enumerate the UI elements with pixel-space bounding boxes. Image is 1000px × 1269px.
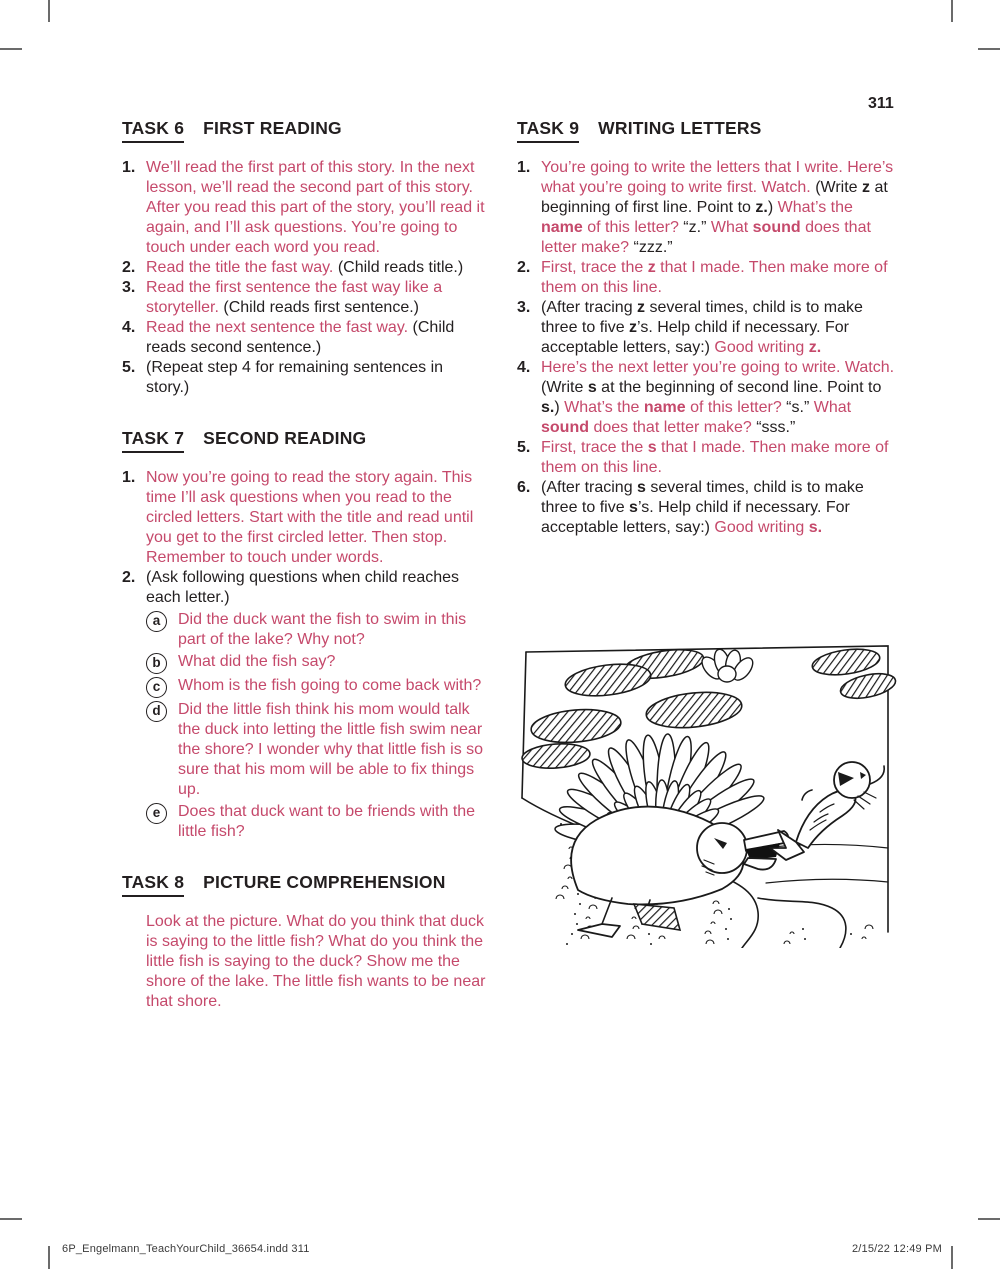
lettered-question <box>146 676 488 698</box>
text-segment: sound <box>541 419 589 436</box>
lettered-question <box>146 652 488 674</box>
item-text <box>146 358 488 398</box>
text-segment: Here’s the next letter you’re going to write. Watch. <box>541 359 895 376</box>
text-segment: (Ask following questions when child reaches each letter.) <box>146 569 460 606</box>
task-heading <box>122 118 488 143</box>
pebble <box>568 877 572 879</box>
text-segment: (Repeat step 4 for remaining sentences in story.) <box>146 359 444 396</box>
lake-border-left <box>522 652 526 798</box>
item-text <box>146 278 488 318</box>
text-segment: z <box>637 299 646 316</box>
item-text <box>146 568 488 608</box>
task-label: TASK 8 <box>122 872 184 897</box>
text-segment: several times, child is to make three to five <box>541 299 863 336</box>
numbered-item <box>122 568 488 608</box>
text-segment: “s.” <box>786 399 814 416</box>
text-segment: You’re going to write the letters that I write. Here’s what you’re going to write first. Watch. <box>541 159 894 196</box>
pebble <box>711 922 715 924</box>
task-title: WRITING LETTERS <box>598 118 762 138</box>
pebble <box>562 886 568 889</box>
text-segment: z <box>629 319 638 336</box>
pebble-dot <box>730 918 732 920</box>
duck-fish-drawing <box>516 636 906 948</box>
pebble <box>556 895 564 899</box>
pebble <box>865 925 873 929</box>
text-segment: Now you’re going to read the story again. This time I’ll ask questions when you read to the circled letters. Start with the title and read until you get to the first circled letter. Then stop. Remember to touch under words. <box>146 469 474 566</box>
item-number: 1. <box>517 159 531 176</box>
task-heading <box>517 118 897 143</box>
text-segment: s <box>587 379 597 396</box>
text-segment: that I made. Then make more of them on this line. <box>541 259 888 296</box>
text-segment: (Write <box>541 379 588 396</box>
numbered-item <box>517 298 897 358</box>
footer-filename: 6P_Engelmann_TeachYourChild_36654.indd 311 <box>62 1243 310 1255</box>
text-segment: Good writing <box>714 339 809 356</box>
text-segment: What <box>710 219 753 236</box>
text-segment: (Child reads first sentence.) <box>223 299 419 316</box>
circled-letter: e <box>146 803 167 824</box>
pebble-dot <box>728 908 730 910</box>
question-text <box>178 676 488 696</box>
crop-mark <box>0 48 22 50</box>
numbered-item <box>517 258 897 298</box>
task-heading <box>122 872 488 897</box>
footer-timestamp: 2/15/22 12:49 PM <box>851 1243 942 1255</box>
pebble <box>862 937 866 939</box>
text-segment: s. <box>541 399 555 416</box>
lettered-question <box>146 610 488 650</box>
item-number: 1. <box>122 469 136 486</box>
lettered-question <box>146 700 488 800</box>
item-text <box>541 298 897 358</box>
text-segment: at the beginning of second line. Point to <box>596 379 882 396</box>
task-label: TASK 9 <box>517 118 579 143</box>
text-segment: (Child reads title.) <box>337 259 464 276</box>
text-segment: Read the next sentence the fast way. <box>146 319 413 336</box>
pebble-dot <box>571 933 573 935</box>
pebble <box>589 905 597 909</box>
text-segment: s <box>637 479 646 496</box>
text-segment: First, trace the <box>541 439 648 456</box>
item-number: 2. <box>122 569 136 586</box>
water-lily-flower <box>698 648 756 684</box>
pebble-dot <box>579 903 581 905</box>
circled-letter: d <box>146 701 167 722</box>
pebble <box>713 901 719 904</box>
pebble-dot <box>574 913 576 915</box>
pebble-dot <box>648 933 650 935</box>
numbered-item <box>122 258 488 278</box>
text-segment: s <box>629 499 638 516</box>
text-segment: ) <box>554 399 565 416</box>
circled-letter: c <box>146 677 167 698</box>
text-segment: that I made. Then make more of them on this line. <box>541 439 889 476</box>
pebble-dot <box>576 923 578 925</box>
task-heading <box>122 428 488 453</box>
right-column <box>517 118 897 568</box>
text-segment: name <box>643 399 686 416</box>
item-number: 1. <box>122 159 136 176</box>
question-text <box>178 700 488 800</box>
item-number: 3. <box>122 279 136 296</box>
text-segment: We’ll read the first part of this story. In the next lesson, we’ll read the second part of this story. After you read this part of the story, you’ll read it again, and I’ll ask questions. You’re going to touch under each word you read. <box>146 159 485 256</box>
item-number: 2. <box>517 259 531 276</box>
item-text <box>146 258 488 278</box>
item-number: 6. <box>517 479 531 496</box>
item-text <box>146 468 488 568</box>
task-block <box>517 118 897 538</box>
question-text <box>178 802 488 842</box>
numbered-item <box>122 278 488 318</box>
numbered-item <box>122 158 488 258</box>
text-segment: Whom is the fish going to come back with? <box>178 677 482 694</box>
text-segment: of this letter? <box>582 219 684 236</box>
task-paragraph <box>146 912 488 1012</box>
text-segment: z <box>647 259 656 276</box>
text-segment: ) <box>767 199 778 216</box>
illustration <box>516 636 906 948</box>
pebble <box>705 931 711 934</box>
crop-mark <box>951 1246 953 1269</box>
item-number: 2. <box>122 259 136 276</box>
numbered-item <box>517 358 897 438</box>
item-text <box>541 478 897 538</box>
duck <box>554 734 788 937</box>
circled-letter: a <box>146 611 167 632</box>
pebble <box>659 936 665 939</box>
text-segment: of this letter? <box>685 399 787 416</box>
text-segment: does that letter make? <box>541 219 871 256</box>
duck-head <box>697 823 747 873</box>
task-block <box>122 118 488 398</box>
item-number: 5. <box>122 359 136 376</box>
item-text <box>541 258 897 298</box>
numbered-item <box>517 158 897 258</box>
task-block <box>122 872 488 1012</box>
pebble-dot <box>577 893 579 895</box>
crop-mark <box>48 1246 50 1269</box>
text-segment: does that letter make? <box>589 419 757 436</box>
pebble-dot <box>804 938 806 940</box>
duck-foot-shadow <box>634 904 680 930</box>
circled-letter: b <box>146 653 167 674</box>
lettered-question <box>146 802 488 842</box>
item-text <box>541 438 897 478</box>
text-segment: Read the title the fast way. <box>146 259 338 276</box>
crop-mark <box>48 0 50 22</box>
text-segment: What <box>813 399 852 416</box>
pebble <box>633 926 639 929</box>
water-inlet <box>758 898 846 948</box>
crop-mark <box>0 1218 22 1220</box>
pebble <box>790 932 794 934</box>
pebble-dot <box>850 933 852 935</box>
pebble-dot <box>802 928 804 930</box>
text-segment: s <box>647 439 657 456</box>
water-line <box>766 879 888 883</box>
text-segment: Read the first sentence the fast way like a storyteller. <box>146 279 443 316</box>
pebble <box>627 935 635 939</box>
text-segment: “z.” <box>683 219 711 236</box>
task-block <box>122 428 488 842</box>
text-segment: What’s the <box>777 199 853 216</box>
task-title: PICTURE COMPREHENSION <box>203 872 446 892</box>
item-number: 5. <box>517 439 531 456</box>
text-segment: First, trace the <box>541 259 648 276</box>
item-number: 4. <box>122 319 136 336</box>
text-segment: “zzz.” <box>633 239 673 256</box>
question-text <box>178 610 488 650</box>
numbered-item <box>517 438 897 478</box>
crop-mark <box>951 0 953 22</box>
pebble-dot <box>727 938 729 940</box>
text-segment: What’s the <box>564 399 644 416</box>
pebble <box>632 917 636 919</box>
left-column <box>122 118 488 1042</box>
pebble-dot <box>725 928 727 930</box>
pebble <box>714 910 722 914</box>
text-segment: z. <box>755 199 768 216</box>
text-segment: (Write <box>815 179 862 196</box>
text-segment: (After tracing <box>541 299 638 316</box>
task-label: TASK 7 <box>122 428 184 453</box>
crop-mark <box>978 1218 1000 1220</box>
pebble-dot <box>650 943 652 945</box>
pebble <box>784 941 790 944</box>
item-number: 3. <box>517 299 531 316</box>
page-number: 311 <box>868 95 894 112</box>
text-segment: (Child reads second sentence.) <box>146 319 455 356</box>
duck-beak-lower <box>744 858 776 870</box>
item-text <box>541 158 897 258</box>
task-title: SECOND READING <box>203 428 367 448</box>
text-segment: Does that duck want to be friends with the little fish? <box>178 803 476 840</box>
text-segment: Good writing <box>714 519 809 536</box>
text-segment: Did the little fish think his mom would talk the duck into letting the little fish swim near the shore? I wonder why that little fish is so sure that his mom will be able to fix things up. <box>178 701 484 798</box>
text-segment: z. <box>808 339 822 356</box>
text-segment: s. <box>808 519 823 536</box>
text-segment: sound <box>752 219 801 236</box>
text-segment: several times, child is to make three to five <box>541 479 864 516</box>
pebble <box>581 935 589 939</box>
item-text <box>541 358 897 438</box>
task-label: TASK 6 <box>122 118 184 143</box>
text-segment: “sss.” <box>756 419 796 436</box>
numbered-item <box>517 478 897 538</box>
text-segment: ’s. Help child if necessary. For acceptable letters, say:) <box>541 499 850 536</box>
text-segment: Look at the picture. What do you think that duck is saying to the little fish? What do you think the little fish is saying to the duck? Show me the shore of the lake. The little fish wants to be near that shore. <box>146 913 486 1010</box>
item-text <box>146 158 488 258</box>
fish-body <box>796 790 856 848</box>
text-segment: name <box>541 219 583 236</box>
pebble-dot <box>566 943 568 945</box>
text-segment: z <box>862 179 870 196</box>
numbered-item <box>122 318 488 358</box>
text-segment: at beginning of first line. Point to <box>541 179 888 216</box>
item-number: 4. <box>517 359 531 376</box>
pebble <box>706 940 714 944</box>
task-title: FIRST READING <box>203 118 342 138</box>
text-segment: (After tracing <box>541 479 638 496</box>
item-text <box>146 318 488 358</box>
crop-mark <box>978 48 1000 50</box>
question-text <box>178 652 488 672</box>
numbered-item <box>122 358 488 398</box>
numbered-item <box>122 468 488 568</box>
little-fish <box>770 762 884 860</box>
text-segment: ’s. Help child if necessary. For acceptable letters, say:) <box>541 319 849 356</box>
pebble <box>586 917 590 919</box>
text-segment: What did the fish say? <box>178 653 336 670</box>
text-segment: Did the duck want the fish to swim in this part of the lake? Why not? <box>178 611 467 648</box>
